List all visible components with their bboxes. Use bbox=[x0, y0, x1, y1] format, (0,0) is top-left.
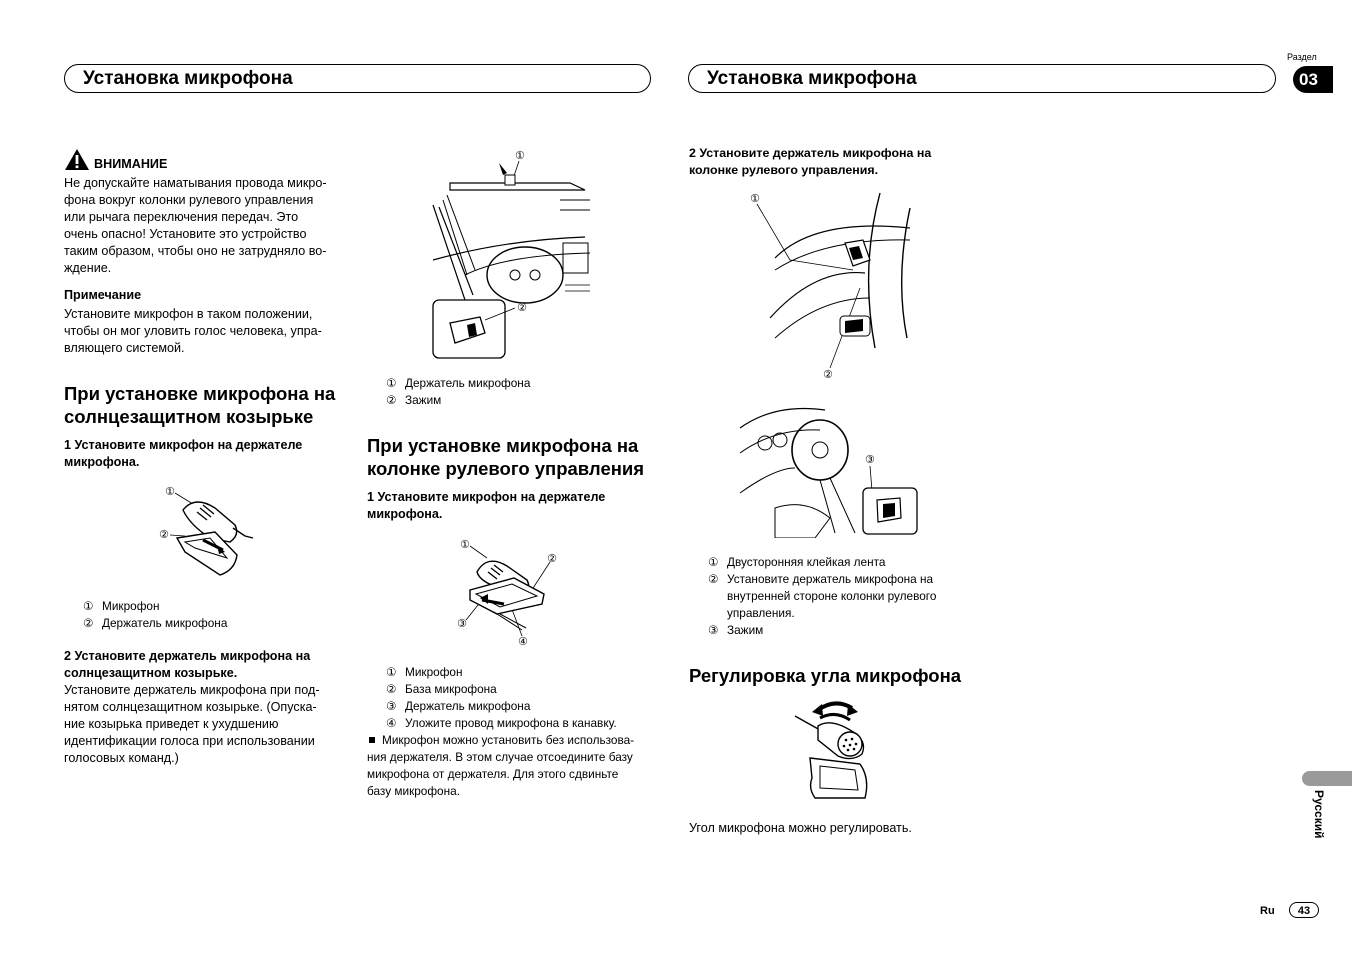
fig-label: ③ bbox=[865, 453, 875, 466]
section-title-line: При установке микрофона на bbox=[64, 383, 336, 404]
language-label: Русский bbox=[1312, 790, 1326, 839]
fig-label: ② bbox=[517, 301, 527, 314]
caption-number: ③ bbox=[386, 699, 397, 713]
section-label: Раздел bbox=[1287, 52, 1317, 62]
caption-text: База микрофона bbox=[405, 682, 497, 696]
step-line: колонке рулевого управления. bbox=[689, 163, 879, 177]
caption-number: ① bbox=[83, 599, 94, 613]
fig-label: ② bbox=[159, 528, 169, 541]
section-title-visor bbox=[64, 382, 364, 428]
caution-line: таким образом, чтобы оно не затрудняло во- bbox=[64, 244, 327, 258]
caption-number: ④ bbox=[386, 716, 397, 730]
step-line: 1 Установите микрофон на держателе bbox=[64, 438, 303, 452]
step-line: микрофона. bbox=[367, 507, 443, 521]
caption-number: ① bbox=[708, 555, 719, 569]
caption-text: Двусторонняя клейкая лента bbox=[727, 555, 886, 569]
caution-line: фона вокруг колонки рулевого управления bbox=[64, 193, 314, 207]
steering-column-figure bbox=[745, 188, 920, 383]
bullet-line: ния держателя. В этом случае отсоедините базу bbox=[367, 750, 633, 764]
caption-text: Уложите провод микрофона в канавку. bbox=[405, 716, 617, 730]
caution-title: ВНИМАНИЕ bbox=[94, 157, 168, 171]
left-header-bar bbox=[64, 64, 651, 93]
body-line: голосовых команд.) bbox=[64, 751, 179, 765]
dashboard-clamp-figure bbox=[735, 398, 920, 538]
visor-install-figure bbox=[425, 145, 595, 365]
section-number-badge: 03 bbox=[1293, 66, 1333, 93]
caption-text: Зажим bbox=[405, 393, 442, 407]
bullet-note bbox=[367, 732, 657, 800]
note-line: Установите микрофон в таком положении, bbox=[64, 307, 313, 321]
captions-col1 bbox=[83, 598, 227, 632]
step1-visor bbox=[64, 437, 354, 471]
section-title-line: солнцезащитном козырьке bbox=[64, 406, 314, 427]
section-title-column bbox=[367, 434, 667, 480]
section-title-angle: Регулировка угла микрофона bbox=[689, 665, 962, 686]
fig-label: ② bbox=[823, 368, 833, 381]
caption-number: ① bbox=[386, 376, 397, 390]
caution-line: ждение. bbox=[64, 261, 112, 275]
body-line: ние козырька приведет к ухудшению bbox=[64, 717, 279, 731]
body-line: идентификации голоса при использовании bbox=[64, 734, 315, 748]
page-number: 43 bbox=[1289, 902, 1319, 918]
bullet-icon bbox=[369, 737, 375, 743]
caption-text: внутренней стороне колонки рулевого bbox=[727, 589, 937, 603]
caption-number: ② bbox=[708, 572, 719, 586]
step2-column bbox=[689, 145, 989, 179]
step-line: 1 Установите микрофон на держателе bbox=[367, 490, 606, 504]
caption-number: ① bbox=[386, 665, 397, 679]
fig-label: ① bbox=[165, 485, 175, 498]
fig-label: ④ bbox=[518, 635, 528, 648]
bullet-line: микрофона от держателя. Для этого сдвиньте bbox=[367, 767, 619, 781]
step-line: 2 Установите держатель микрофона на bbox=[64, 649, 311, 663]
mic-holder-figure bbox=[155, 480, 265, 585]
angle-text: Угол микрофона можно регулировать. bbox=[689, 821, 912, 835]
left-header-title: Установка микрофона bbox=[83, 68, 293, 89]
step2-visor bbox=[64, 648, 354, 682]
language-tab bbox=[1302, 771, 1352, 786]
caption-number: ③ bbox=[708, 623, 719, 637]
captions-col2 bbox=[386, 664, 617, 732]
warning-icon bbox=[64, 148, 90, 171]
fig-label: ① bbox=[750, 192, 760, 205]
fig-label: ③ bbox=[457, 617, 467, 630]
fig-label: ① bbox=[460, 538, 470, 551]
step-line: солнцезащитном козырьке. bbox=[64, 666, 238, 680]
step-line: 2 Установите держатель микрофона на bbox=[689, 146, 932, 160]
caution-line: или рычага переключения передач. Это bbox=[64, 210, 299, 224]
right-header-title: Установка микрофона bbox=[707, 68, 917, 89]
caption-text: Установите держатель микрофона на bbox=[727, 572, 934, 586]
right-header-bar bbox=[688, 64, 1276, 93]
mic-base-figure bbox=[452, 532, 567, 650]
bullet-line: Микрофон можно установить без использова- bbox=[382, 733, 635, 747]
body-line: нятом солнцезащитном козырьке. (Опуска- bbox=[64, 700, 317, 714]
body-line: Установите держатель микрофона при под- bbox=[64, 683, 320, 697]
caption-text: управления. bbox=[727, 606, 795, 620]
mic-angle-figure bbox=[790, 698, 875, 808]
caption-number: ② bbox=[386, 393, 397, 407]
note-title: Примечание bbox=[64, 288, 142, 302]
step2-body bbox=[64, 682, 354, 767]
caution-line: очень опасно! Установите это устройство bbox=[64, 227, 307, 241]
step-line: микрофона. bbox=[64, 455, 140, 469]
caption-text: Держатель микрофона bbox=[405, 699, 531, 713]
step1-column bbox=[367, 489, 657, 523]
caption-text: Зажим bbox=[727, 623, 764, 637]
caption-text: Держатель микрофона bbox=[102, 616, 228, 630]
caption-number: ② bbox=[386, 682, 397, 696]
caption-text: Микрофон bbox=[405, 665, 463, 679]
language-code: Ru bbox=[1260, 905, 1275, 917]
note-text bbox=[64, 306, 354, 357]
caution-text bbox=[64, 175, 354, 277]
bullet-line: базу микрофона. bbox=[367, 784, 460, 798]
captions-col3 bbox=[708, 554, 936, 639]
captions-col2-top bbox=[386, 375, 530, 409]
note-line: чтобы он мог уловить голос человека, упра- bbox=[64, 324, 322, 338]
caption-text: Держатель микрофона bbox=[405, 376, 531, 390]
fig-label: ② bbox=[547, 552, 557, 565]
note-line: вляющего системой. bbox=[64, 341, 185, 355]
caption-text: Микрофон bbox=[102, 599, 160, 613]
caution-line: Не допускайте наматывания провода микро- bbox=[64, 176, 327, 190]
fig-label: ① bbox=[515, 149, 525, 162]
caption-number: ② bbox=[83, 616, 94, 630]
section-title-line: При установке микрофона на bbox=[367, 435, 639, 456]
section-title-line: колонке рулевого управления bbox=[367, 458, 645, 479]
